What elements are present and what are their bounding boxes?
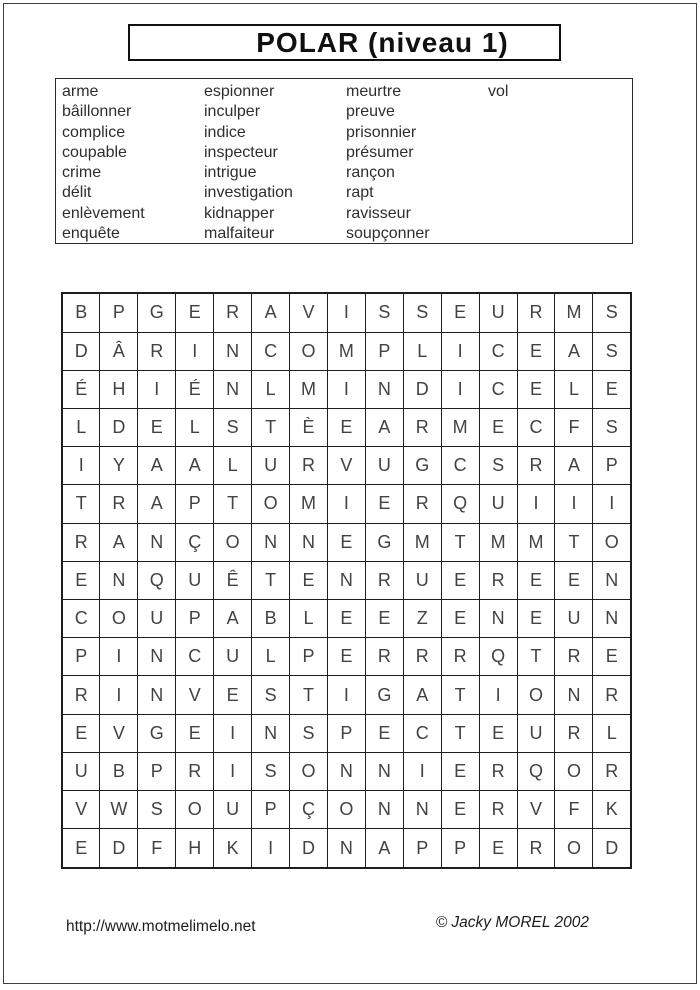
grid-cell: O <box>290 332 328 370</box>
grid-cell: R <box>403 485 441 523</box>
grid-cell: R <box>62 676 100 714</box>
grid-cell: A <box>252 293 290 332</box>
grid-cell: T <box>517 638 555 676</box>
word-item: intrigue <box>204 164 257 182</box>
grid-cell: F <box>555 791 593 829</box>
grid-cell: R <box>100 485 138 523</box>
grid-cell: Ç <box>290 791 328 829</box>
grid-cell: S <box>138 791 176 829</box>
grid-cell: L <box>252 638 290 676</box>
grid-cell: N <box>214 332 252 370</box>
grid-cell: Z <box>403 600 441 638</box>
grid-cell: S <box>365 293 403 332</box>
grid-cell: R <box>365 638 403 676</box>
grid-cell: G <box>138 293 176 332</box>
grid-cell: N <box>365 791 403 829</box>
word-item: investigation <box>204 184 293 202</box>
grid-cell: O <box>555 829 593 868</box>
grid-cell: I <box>138 370 176 408</box>
grid-cell: A <box>555 332 593 370</box>
grid-cell: P <box>252 791 290 829</box>
grid-cell: M <box>479 523 517 561</box>
grid-cell: T <box>441 523 479 561</box>
grid-cell: N <box>214 370 252 408</box>
grid-cell: E <box>214 676 252 714</box>
grid-cell: N <box>593 600 631 638</box>
grid-cell: F <box>138 829 176 868</box>
grid-body <box>62 293 631 868</box>
grid-cell: Â <box>100 332 138 370</box>
grid-cell: N <box>555 676 593 714</box>
grid-cell: O <box>100 600 138 638</box>
word-list-column <box>488 82 630 243</box>
grid-cell: P <box>593 447 631 485</box>
grid-cell: C <box>403 714 441 752</box>
grid-cell: P <box>62 638 100 676</box>
grid-cell: E <box>479 714 517 752</box>
grid-cell: U <box>214 791 252 829</box>
grid-cell: R <box>517 293 555 332</box>
grid-cell: U <box>176 561 214 599</box>
grid-cell: A <box>138 485 176 523</box>
grid-cell: O <box>290 752 328 790</box>
grid-cell: A <box>403 676 441 714</box>
grid-cell: P <box>365 332 403 370</box>
word-item: bâillonner <box>62 103 132 121</box>
copyright-text: © Jacky MOREL 2002 <box>435 914 589 931</box>
grid-row <box>62 523 631 561</box>
grid-cell: N <box>290 523 328 561</box>
grid-cell: N <box>100 561 138 599</box>
grid-cell: È <box>290 408 328 446</box>
grid-cell: V <box>100 714 138 752</box>
word-item: arme <box>62 83 99 100</box>
grid-cell: R <box>290 447 328 485</box>
grid-cell: D <box>290 829 328 868</box>
grid-row <box>62 561 631 599</box>
grid-cell: U <box>252 447 290 485</box>
grid-cell: I <box>176 332 214 370</box>
grid-cell: S <box>290 714 328 752</box>
grid-cell: P <box>176 485 214 523</box>
grid-cell: U <box>555 600 593 638</box>
grid-cell: E <box>517 332 555 370</box>
grid-cell: C <box>62 600 100 638</box>
grid-cell: O <box>176 791 214 829</box>
grid-cell: N <box>365 752 403 790</box>
grid-cell: U <box>138 600 176 638</box>
grid-cell: E <box>365 714 403 752</box>
grid-cell: I <box>555 485 593 523</box>
grid-cell: C <box>517 408 555 446</box>
grid-cell: N <box>593 561 631 599</box>
grid-cell: I <box>441 332 479 370</box>
grid-cell: L <box>290 600 328 638</box>
word-item: ravisseur <box>346 204 411 222</box>
grid-cell: M <box>441 408 479 446</box>
grid-cell: R <box>517 829 555 868</box>
grid-cell: R <box>479 561 517 599</box>
word-item: présumer <box>346 143 414 161</box>
grid-cell: U <box>403 561 441 599</box>
grid-row <box>62 447 631 485</box>
grid-row <box>62 638 631 676</box>
grid-cell: U <box>479 293 517 332</box>
page-title: POLAR (niveau 1) <box>256 26 509 58</box>
grid-cell: P <box>327 714 365 752</box>
grid-cell: L <box>252 370 290 408</box>
grid-cell: I <box>593 485 631 523</box>
grid-cell: H <box>100 370 138 408</box>
grid-cell: R <box>441 638 479 676</box>
grid-cell: M <box>290 485 328 523</box>
grid-row <box>62 752 631 790</box>
grid-cell: V <box>327 447 365 485</box>
word-list-column <box>204 82 346 243</box>
grid-cell: U <box>517 714 555 752</box>
word-item: malfaiteur <box>204 225 275 243</box>
grid-cell: P <box>403 829 441 868</box>
grid-cell: E <box>62 829 100 868</box>
grid-cell: I <box>327 293 365 332</box>
grid-cell: V <box>517 791 555 829</box>
grid-cell: G <box>365 676 403 714</box>
grid-cell: R <box>365 561 403 599</box>
grid-cell: R <box>593 676 631 714</box>
grid-cell: E <box>517 370 555 408</box>
grid-cell: R <box>555 714 593 752</box>
grid-cell: L <box>176 408 214 446</box>
grid-cell: D <box>100 829 138 868</box>
grid-cell: E <box>441 752 479 790</box>
grid-cell: W <box>100 791 138 829</box>
grid-cell: Q <box>441 485 479 523</box>
grid-cell: E <box>62 561 100 599</box>
title-box <box>128 24 561 61</box>
grid-cell: T <box>441 714 479 752</box>
grid-cell: A <box>138 447 176 485</box>
grid-row <box>62 791 631 829</box>
grid-cell: E <box>441 600 479 638</box>
grid-cell: O <box>517 676 555 714</box>
word-item: coupable <box>62 143 127 161</box>
grid-cell: S <box>252 676 290 714</box>
grid-row <box>62 293 631 332</box>
grid-row <box>62 408 631 446</box>
grid-cell: Ê <box>214 561 252 599</box>
grid-cell: V <box>62 791 100 829</box>
grid-cell: A <box>365 829 403 868</box>
grid-cell: I <box>327 370 365 408</box>
grid-row <box>62 485 631 523</box>
footer <box>66 914 589 936</box>
grid-cell: E <box>62 714 100 752</box>
word-item: délit <box>62 184 92 202</box>
grid-cell: M <box>290 370 328 408</box>
grid-cell: N <box>327 752 365 790</box>
grid-cell: Q <box>517 752 555 790</box>
grid-cell: R <box>593 752 631 790</box>
grid-cell: N <box>138 676 176 714</box>
grid-cell: C <box>176 638 214 676</box>
grid-cell: E <box>479 829 517 868</box>
grid-cell: U <box>62 752 100 790</box>
grid-cell: A <box>555 447 593 485</box>
grid-cell: D <box>62 332 100 370</box>
grid-cell: E <box>593 370 631 408</box>
grid-cell: É <box>62 370 100 408</box>
grid-cell: O <box>593 523 631 561</box>
grid-cell: S <box>479 447 517 485</box>
grid-cell: C <box>441 447 479 485</box>
grid-cell: I <box>441 370 479 408</box>
word-item: complice <box>62 123 126 141</box>
grid-cell: T <box>441 676 479 714</box>
grid-row <box>62 676 631 714</box>
grid-cell: I <box>100 676 138 714</box>
word-list-column <box>346 82 488 243</box>
grid-cell: T <box>252 561 290 599</box>
grid-cell: T <box>555 523 593 561</box>
grid-cell: S <box>214 408 252 446</box>
grid-row <box>62 600 631 638</box>
grid-cell: B <box>100 752 138 790</box>
grid-cell: E <box>479 408 517 446</box>
grid-cell: N <box>403 791 441 829</box>
grid-cell: E <box>555 561 593 599</box>
grid-cell: I <box>479 676 517 714</box>
grid-cell: T <box>252 408 290 446</box>
word-item: crime <box>62 164 102 182</box>
grid-cell: Q <box>479 638 517 676</box>
grid-cell: P <box>138 752 176 790</box>
grid-cell: V <box>290 293 328 332</box>
grid-cell: L <box>593 714 631 752</box>
word-item: kidnapper <box>204 204 275 222</box>
grid-cell: P <box>441 829 479 868</box>
grid-cell: R <box>403 638 441 676</box>
word-item: prisonnier <box>346 123 417 141</box>
grid-cell: R <box>479 791 517 829</box>
grid-cell: O <box>252 485 290 523</box>
grid-cell: G <box>403 447 441 485</box>
word-item: inculper <box>204 103 261 121</box>
grid-cell: B <box>252 600 290 638</box>
grid-cell: R <box>138 332 176 370</box>
grid-cell: H <box>176 829 214 868</box>
grid-cell: I <box>327 676 365 714</box>
grid-cell: T <box>290 676 328 714</box>
grid-cell: S <box>593 293 631 332</box>
grid-cell: E <box>517 600 555 638</box>
grid-cell: L <box>214 447 252 485</box>
grid-cell: N <box>365 370 403 408</box>
grid-cell: N <box>252 714 290 752</box>
grid-cell: F <box>555 408 593 446</box>
grid-cell: I <box>62 447 100 485</box>
grid-cell: O <box>214 523 252 561</box>
grid-cell: B <box>62 293 100 332</box>
grid-cell: E <box>327 600 365 638</box>
word-item: preuve <box>346 103 395 121</box>
grid-cell: I <box>517 485 555 523</box>
grid-cell: S <box>593 332 631 370</box>
grid-cell: G <box>365 523 403 561</box>
grid-cell: E <box>441 561 479 599</box>
grid-cell: Q <box>138 561 176 599</box>
grid-cell: S <box>593 408 631 446</box>
grid-cell: P <box>290 638 328 676</box>
grid-cell: E <box>441 791 479 829</box>
grid-cell: N <box>327 561 365 599</box>
grid-cell: R <box>403 408 441 446</box>
grid-cell: T <box>214 485 252 523</box>
letter-grid <box>61 292 632 869</box>
grid-cell: M <box>555 293 593 332</box>
grid-cell: N <box>327 829 365 868</box>
grid-cell: E <box>327 408 365 446</box>
grid-cell: E <box>441 293 479 332</box>
grid-cell: G <box>138 714 176 752</box>
word-item: rapt <box>346 184 374 202</box>
grid-cell: N <box>138 638 176 676</box>
grid-cell: E <box>365 600 403 638</box>
grid-cell: R <box>62 523 100 561</box>
grid-cell: D <box>593 829 631 868</box>
grid-cell: R <box>517 447 555 485</box>
grid-cell: R <box>214 293 252 332</box>
word-item: enquête <box>62 225 120 243</box>
grid-cell: R <box>555 638 593 676</box>
grid-cell: L <box>555 370 593 408</box>
grid-cell: P <box>100 293 138 332</box>
grid-cell: I <box>327 485 365 523</box>
website-url[interactable]: http://www.motmelimelo.net <box>66 918 256 935</box>
word-item: rançon <box>346 164 395 182</box>
grid-cell: I <box>252 829 290 868</box>
word-list <box>55 78 633 244</box>
grid-row <box>62 829 631 868</box>
grid-cell: A <box>365 408 403 446</box>
word-item: indice <box>204 123 246 141</box>
grid-cell: K <box>593 791 631 829</box>
grid-row <box>62 714 631 752</box>
grid-cell: D <box>100 408 138 446</box>
grid-cell: E <box>176 714 214 752</box>
grid-cell: I <box>214 714 252 752</box>
grid-cell: R <box>479 752 517 790</box>
word-item: meurtre <box>346 83 402 100</box>
grid-cell: T <box>62 485 100 523</box>
grid-cell: O <box>555 752 593 790</box>
grid-cell: C <box>479 370 517 408</box>
grid-cell: A <box>100 523 138 561</box>
grid-row <box>62 332 631 370</box>
grid-cell: E <box>517 561 555 599</box>
grid-cell: E <box>327 523 365 561</box>
grid-cell: V <box>176 676 214 714</box>
grid-cell: I <box>403 752 441 790</box>
grid-cell: A <box>176 447 214 485</box>
grid-cell: M <box>403 523 441 561</box>
word-item: soupçonner <box>346 225 430 243</box>
grid-cell: O <box>327 791 365 829</box>
grid-cell: L <box>403 332 441 370</box>
grid-cell: Y <box>100 447 138 485</box>
grid-cell: E <box>290 561 328 599</box>
grid-cell: I <box>100 638 138 676</box>
grid-cell: C <box>252 332 290 370</box>
grid-row <box>62 370 631 408</box>
word-item: espionner <box>204 83 275 100</box>
grid-cell: E <box>365 485 403 523</box>
grid-cell: C <box>479 332 517 370</box>
grid-cell: R <box>176 752 214 790</box>
grid-cell: K <box>214 829 252 868</box>
grid-cell: S <box>403 293 441 332</box>
grid-cell: I <box>214 752 252 790</box>
grid-cell: N <box>252 523 290 561</box>
grid-cell: N <box>138 523 176 561</box>
grid-cell: S <box>252 752 290 790</box>
grid-cell: U <box>214 638 252 676</box>
word-item: inspecteur <box>204 143 278 161</box>
grid-cell: M <box>327 332 365 370</box>
grid-cell: É <box>176 370 214 408</box>
grid-cell: U <box>365 447 403 485</box>
grid-cell: E <box>138 408 176 446</box>
grid-cell: D <box>403 370 441 408</box>
grid-cell: N <box>479 600 517 638</box>
grid-cell: E <box>327 638 365 676</box>
grid-cell: Ç <box>176 523 214 561</box>
word-list-column <box>62 82 204 243</box>
grid-cell: U <box>479 485 517 523</box>
grid-cell: A <box>214 600 252 638</box>
word-item: enlèvement <box>62 204 145 222</box>
grid-cell: M <box>517 523 555 561</box>
grid-cell: E <box>593 638 631 676</box>
grid-cell: L <box>62 408 100 446</box>
grid-cell: E <box>176 293 214 332</box>
word-item: vol <box>488 83 509 100</box>
grid-cell: P <box>176 600 214 638</box>
